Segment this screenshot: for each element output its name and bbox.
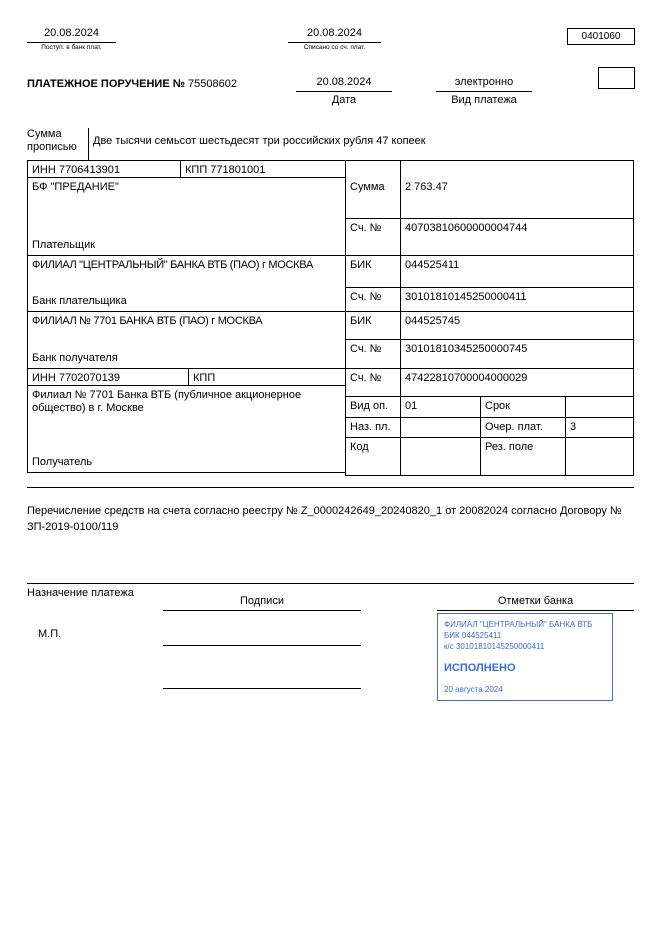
payee-bank-name: ФИЛИАЛ № 7701 БАНКА ВТБ (ПАО) г МОСКВА: [32, 315, 263, 327]
signature-line-1: [163, 645, 361, 646]
stamp-bik: БИК 044525411: [444, 631, 502, 640]
payee-account-cell: 47422810700004000029: [400, 368, 634, 397]
term-value-cell: [565, 396, 634, 418]
payer-account-label-cell: Сч. №: [345, 218, 401, 256]
signatures-caption: Подписи: [163, 595, 361, 611]
sum-value-cell: 2 763.47: [400, 160, 634, 219]
res-label-cell: Рез. поле: [480, 437, 566, 476]
code-label-cell: Код: [345, 437, 401, 476]
payer-bank-account-cell: 30101810145250000411: [400, 287, 634, 312]
op-kind-label-cell: Вид оп.: [345, 396, 401, 418]
payer-bank-account-label-cell: Сч. №: [345, 287, 401, 312]
stamp-status: ИСПОЛНЕНО: [444, 662, 516, 674]
doc-number: 75508602: [188, 78, 237, 90]
date-debited-caption: Списано со сч. плат.: [303, 44, 366, 51]
payee-bank-account-label-cell: Сч. №: [345, 339, 401, 369]
payer-bank-bik-cell: 044525411: [400, 255, 634, 288]
purpose-line-1: Перечисление средств на счета согласно реестру № Z_0000242649_20240820_1 от 20082024 согласно Договору №: [27, 505, 622, 517]
payer-bank-name: ФИЛИАЛ "ЦЕНТРАЛЬНЫЙ" БАНКА ВТБ (ПАО) г МОСКВА: [32, 259, 313, 271]
payer-account-cell: 40703810600000004744: [400, 218, 634, 256]
date-debited: 20.08.2024: [288, 27, 381, 43]
payer-inn-cell: ИНН 7706413901: [27, 160, 181, 178]
payee-bank-cell: [27, 311, 346, 369]
payer-bank-caption: Банк плательщика: [32, 295, 127, 307]
form-code-box: 0401060: [567, 28, 635, 45]
bank-marks-caption: Отметки банка: [437, 595, 634, 611]
doc-date-block: [296, 76, 392, 107]
doc-date-caption: Дата: [331, 94, 357, 106]
stamp-corr-account: к/с 30101810145250000411: [444, 642, 545, 651]
naz-value-cell: [400, 417, 481, 438]
doc-title-label: ПЛАТЕЖНОЕ ПОРУЧЕНИЕ №: [27, 78, 185, 90]
term-label-cell: Срок: [480, 396, 566, 418]
doc-date: 20.08.2024: [296, 76, 392, 92]
payee-caption: Получатель: [32, 456, 93, 468]
ocher-label-cell: Очер. плат.: [480, 417, 566, 438]
payee-name: Филиал № 7701 Банка ВТБ (публичное акционерное общество) в г. Москве: [32, 389, 302, 414]
purpose-separator: [27, 583, 634, 584]
payee-bank-bik-cell: 044525745: [400, 311, 634, 340]
payment-kind: электронно: [436, 76, 532, 92]
signature-line-2: [163, 688, 361, 689]
res-value-cell: [565, 437, 634, 476]
payee-inn-cell: ИНН 7702070139: [27, 368, 189, 386]
amount-words-label: Сумма прописью: [27, 128, 77, 153]
sum-label-cell: Сумма: [345, 160, 401, 219]
payee-bank-bik-label-cell: БИК: [345, 311, 401, 340]
payer-bank-cell: [27, 255, 346, 312]
purpose-text: [27, 503, 639, 535]
purpose-caption: Назначение платежа: [27, 587, 134, 599]
amount-words-divider: [88, 128, 89, 161]
payee-cell: [27, 385, 346, 473]
payee-account-label-cell: Сч. №: [345, 368, 401, 397]
date-received: 20.08.2024: [27, 27, 116, 43]
amount-words-value: Две тысячи семьсот шестьдесят три российских рубля 47 копеек: [93, 135, 426, 147]
purpose-line-2: ЗП-2019-0100/119: [27, 521, 119, 533]
naz-label-cell: Наз. пл.: [345, 417, 401, 438]
code-value-cell: [400, 437, 481, 476]
table-bottom-separator: [27, 487, 634, 488]
payer-name: БФ "ПРЕДАНИЕ": [32, 181, 119, 193]
op-kind-cell: 01: [400, 396, 481, 418]
stamp-place-label: М.П.: [38, 628, 62, 640]
stamp-bank-name: ФИЛИАЛ "ЦЕНТРАЛЬНЫЙ" БАНКА ВТБ: [444, 620, 593, 629]
stamp-date: 20 августа 2024: [444, 685, 503, 694]
payment-kind-caption: Вид платежа: [451, 94, 517, 106]
payee-bank-account-cell: 30101810345250000745: [400, 339, 634, 369]
doc-title: [27, 78, 237, 91]
bank-stamp: [437, 613, 613, 701]
date-debited-block: [288, 27, 381, 52]
date-received-block: [27, 27, 116, 52]
payer-caption: Плательщик: [32, 239, 96, 251]
ocher-value-cell: 3: [565, 417, 634, 438]
date-received-caption: Поступ. в банк плат.: [41, 44, 102, 51]
payer-bank-bik-label-cell: БИК: [345, 255, 401, 288]
payment-kind-block: [436, 76, 532, 107]
payer-cell: [27, 177, 346, 256]
payee-kpp-cell: КПП: [188, 368, 346, 386]
payer-kpp-cell: КПП 771801001: [180, 160, 346, 178]
payee-bank-caption: Банк получателя: [32, 352, 118, 364]
status-box-empty: [598, 67, 635, 89]
